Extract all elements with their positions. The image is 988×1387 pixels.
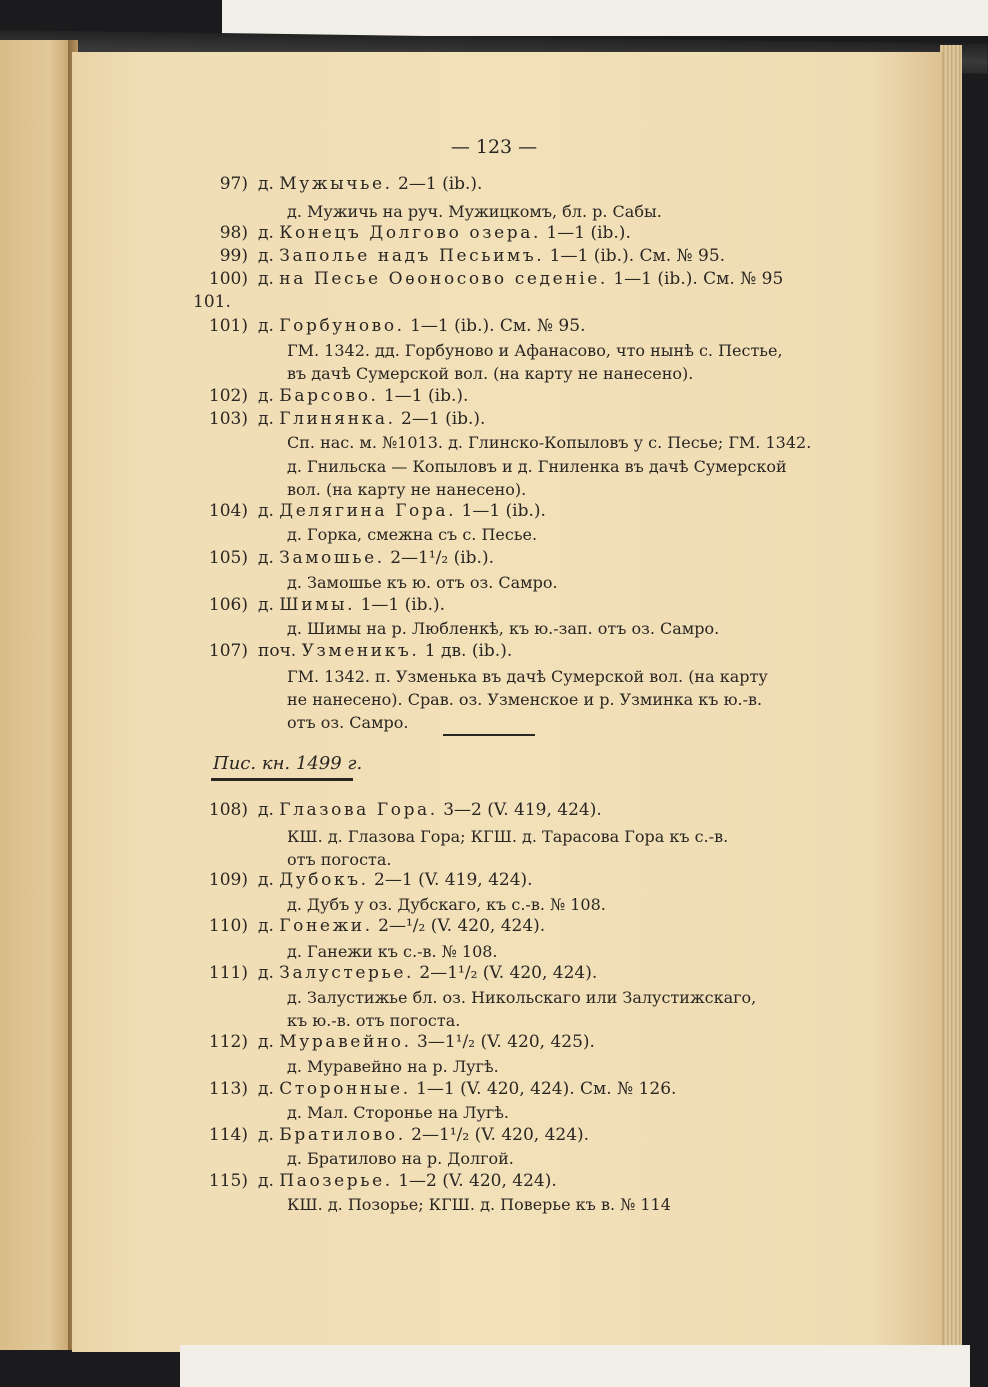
continuation-line: 101. [193, 292, 231, 312]
entry-note: вол. (на карту не нанесено). [287, 480, 527, 499]
section-divider [443, 734, 535, 736]
entry-note: д. Мужичь на руч. Мужицкомъ, бл. р. Сабы. [287, 202, 662, 221]
entry-note: д. Дубъ у оз. Дубскаго, къ с.-в. № 108. [287, 895, 606, 914]
entry-number: 108) [208, 800, 248, 820]
entry-details: 2—1¹/₂ (ib.). [384, 548, 494, 568]
entry-number: 99) [219, 246, 248, 266]
entry-name: Заполье надъ Песьимъ. [279, 246, 545, 266]
entry-name: Братилово. [279, 1125, 406, 1145]
entry-number: 107) [208, 641, 248, 661]
entry-note: д. Горка, смежна съ с. Песье. [287, 525, 538, 544]
entry-type: д. [258, 916, 274, 936]
entry-number: 97) [219, 174, 248, 194]
entry-number: 105) [208, 548, 248, 568]
left-page-edge [0, 40, 70, 1350]
entry-line [258, 962, 597, 985]
entry-number: 106) [208, 595, 248, 615]
entry-note: д. Гнильска — Копыловъ и д. Гниленка въ дачѣ Сумерской [287, 457, 787, 476]
entry-details: 2—1 (V. 419, 424). [368, 870, 533, 890]
entry-details: 1—1 (V. 420, 424). См. № 126. [410, 1079, 677, 1099]
section-heading: Пис. кн. 1499 г. [213, 753, 363, 774]
entry-name: Муравейно. [279, 1032, 412, 1052]
entry-line [258, 547, 494, 570]
entry-line [258, 385, 468, 408]
entry-details: 1—1 (ib.). [456, 501, 546, 521]
entry-details: 3—2 (V. 419, 424). [437, 800, 602, 820]
entry-line [258, 268, 783, 291]
entry-type: д. [258, 269, 274, 289]
entry-number: 112) [208, 1032, 248, 1052]
entry-number: 104) [208, 501, 248, 521]
entry-note: КШ. д. Глазова Гора; КГШ. д. Тарасова Гора къ с.-в. [287, 827, 729, 846]
entry-name: Барсово. [279, 386, 379, 406]
background-bottom [180, 1345, 970, 1387]
entry-line [258, 1124, 589, 1147]
entry-number: 113) [208, 1079, 248, 1099]
entry-number: 110) [208, 916, 248, 936]
entry-note: д. Мал. Сторонье на Лугѣ. [287, 1103, 509, 1122]
entry-type: д. [258, 1079, 274, 1099]
entry-line [258, 799, 602, 822]
entry-note: д. Залустижье бл. оз. Никольскаго или Залустижскаго, [287, 988, 757, 1007]
entry-type: д. [258, 1125, 274, 1145]
entry-note: д. Братилово на р. Долгой. [287, 1149, 514, 1168]
entry-details: 2—¹/₂ (V. 420, 424). [372, 916, 546, 936]
entry-number: 98) [219, 223, 248, 243]
entry-number: 100) [208, 269, 248, 289]
entry-name: Шимы. [279, 595, 356, 615]
entry-number: 103) [208, 409, 248, 429]
entry-details: 1—1 (ib.). [541, 223, 631, 243]
entry-line [258, 315, 585, 338]
entry-type: д. [258, 223, 274, 243]
entry-details: 1—1 (ib.). См. № 95. [544, 246, 726, 266]
entry-details: 1—1 (ib.). См. № 95 [607, 269, 784, 289]
entry-name: Мужычье. [279, 174, 393, 194]
entry-line [258, 222, 631, 245]
entry-type: д. [258, 595, 274, 615]
entry-name: Замошье. [279, 548, 385, 568]
entry-type: д. [258, 174, 274, 194]
entry-details: 2—1 (ib.). [392, 174, 483, 194]
entry-name: Залустерье. [279, 963, 414, 983]
page-number: — 123 — [450, 136, 538, 158]
entry-line [258, 408, 485, 431]
entry-number: 102) [208, 386, 248, 406]
entry-line [258, 245, 725, 268]
entry-details: 1—1 (ib.). [378, 386, 469, 406]
entry-number: 101) [208, 316, 248, 336]
entry-note: д. Замошье къ ю. отъ оз. Самро. [287, 573, 558, 592]
entry-details: 2—1¹/₂ (V. 420, 424). [405, 1125, 590, 1145]
entry-note: отъ оз. Самро. [287, 713, 409, 732]
entry-name: Узменикъ. [301, 641, 420, 661]
entry-details: 1 дв. (ib.). [419, 641, 513, 661]
entry-name: Глазова Гора. [279, 800, 438, 820]
entry-type: д. [258, 1171, 274, 1191]
entry-line [258, 594, 445, 617]
entry-type: д. [258, 870, 274, 890]
entry-type: д. [258, 800, 274, 820]
entry-note: Сп. нас. м. №1013. д. Глинско-Копыловъ у с. Песье; ГМ. 1342. [287, 433, 812, 452]
entry-name: Гонежи. [279, 916, 373, 936]
entry-name: на Песье Оѳоносово седеніе. [279, 269, 608, 289]
entry-note: отъ погоста. [287, 850, 392, 869]
entry-line [258, 640, 512, 663]
entry-name: Конецъ Долгово озера. [279, 223, 542, 243]
entry-name: Горбуново. [279, 316, 405, 336]
entry-name: Делягина Гора. [279, 501, 457, 521]
entry-type: д. [258, 548, 274, 568]
entry-name: Дубокъ. [279, 870, 369, 890]
entry-type: поч. [258, 641, 297, 661]
entry-note: д. Муравейно на р. Лугѣ. [287, 1057, 499, 1076]
entry-number: 114) [208, 1125, 248, 1145]
entry-note: д. Шимы на р. Любленкѣ, къ ю.-зап. отъ оз. Самро. [287, 619, 720, 638]
entry-details: 1—1 (ib.). См. № 95. [404, 316, 586, 336]
entry-type: д. [258, 409, 274, 429]
entry-details: 3—1¹/₂ (V. 420, 425). [411, 1032, 595, 1052]
entry-line [258, 1170, 557, 1193]
entry-note: д. Ганежи къ с.-в. № 108. [287, 942, 498, 961]
entry-type: д. [258, 316, 274, 336]
entry-number: 111) [208, 963, 248, 983]
entry-details: 1—1 (ib.). [355, 595, 446, 615]
entry-line [258, 1078, 676, 1101]
entry-type: д. [258, 501, 274, 521]
entry-line [258, 915, 545, 938]
entry-line [258, 500, 546, 523]
entry-note: КШ. д. Позорье; КГШ. д. Поверье къ в. № 114 [287, 1195, 671, 1214]
entry-name: Сторонные. [279, 1079, 411, 1099]
entry-type: д. [258, 1032, 274, 1052]
entry-details: 1—2 (V. 420, 424). [392, 1171, 557, 1191]
entry-number: 109) [208, 870, 248, 890]
entry-note: ГМ. 1342. дд. Горбуново и Афанасово, что нынѣ с. Пестье, [287, 341, 783, 360]
entry-note: въ дачѣ Сумерской вол. (на карту не нанесено). [287, 364, 694, 383]
section-heading-underline [211, 778, 353, 781]
entry-note: къ ю.-в. отъ погоста. [287, 1011, 461, 1030]
entry-name: Глинянка. [279, 409, 396, 429]
entry-type: д. [258, 246, 274, 266]
entry-note: не нанесено). Срав. оз. Узменское и р. Узминка къ ю.-в. [287, 690, 763, 709]
entry-type: д. [258, 386, 274, 406]
entry-type: д. [258, 963, 274, 983]
entry-details: 2—1 (ib.). [395, 409, 486, 429]
page-edges [940, 45, 962, 1355]
entry-details: 2—1¹/₂ (V. 420, 424). [414, 963, 598, 983]
entry-line [258, 869, 533, 892]
entry-number: 115) [208, 1171, 248, 1191]
entry-line [258, 173, 482, 196]
entry-line [258, 1031, 595, 1054]
entry-note: ГМ. 1342. п. Узменька въ дачѣ Сумерской вол. (на карту [287, 667, 768, 686]
entry-name: Паозерье. [279, 1171, 393, 1191]
